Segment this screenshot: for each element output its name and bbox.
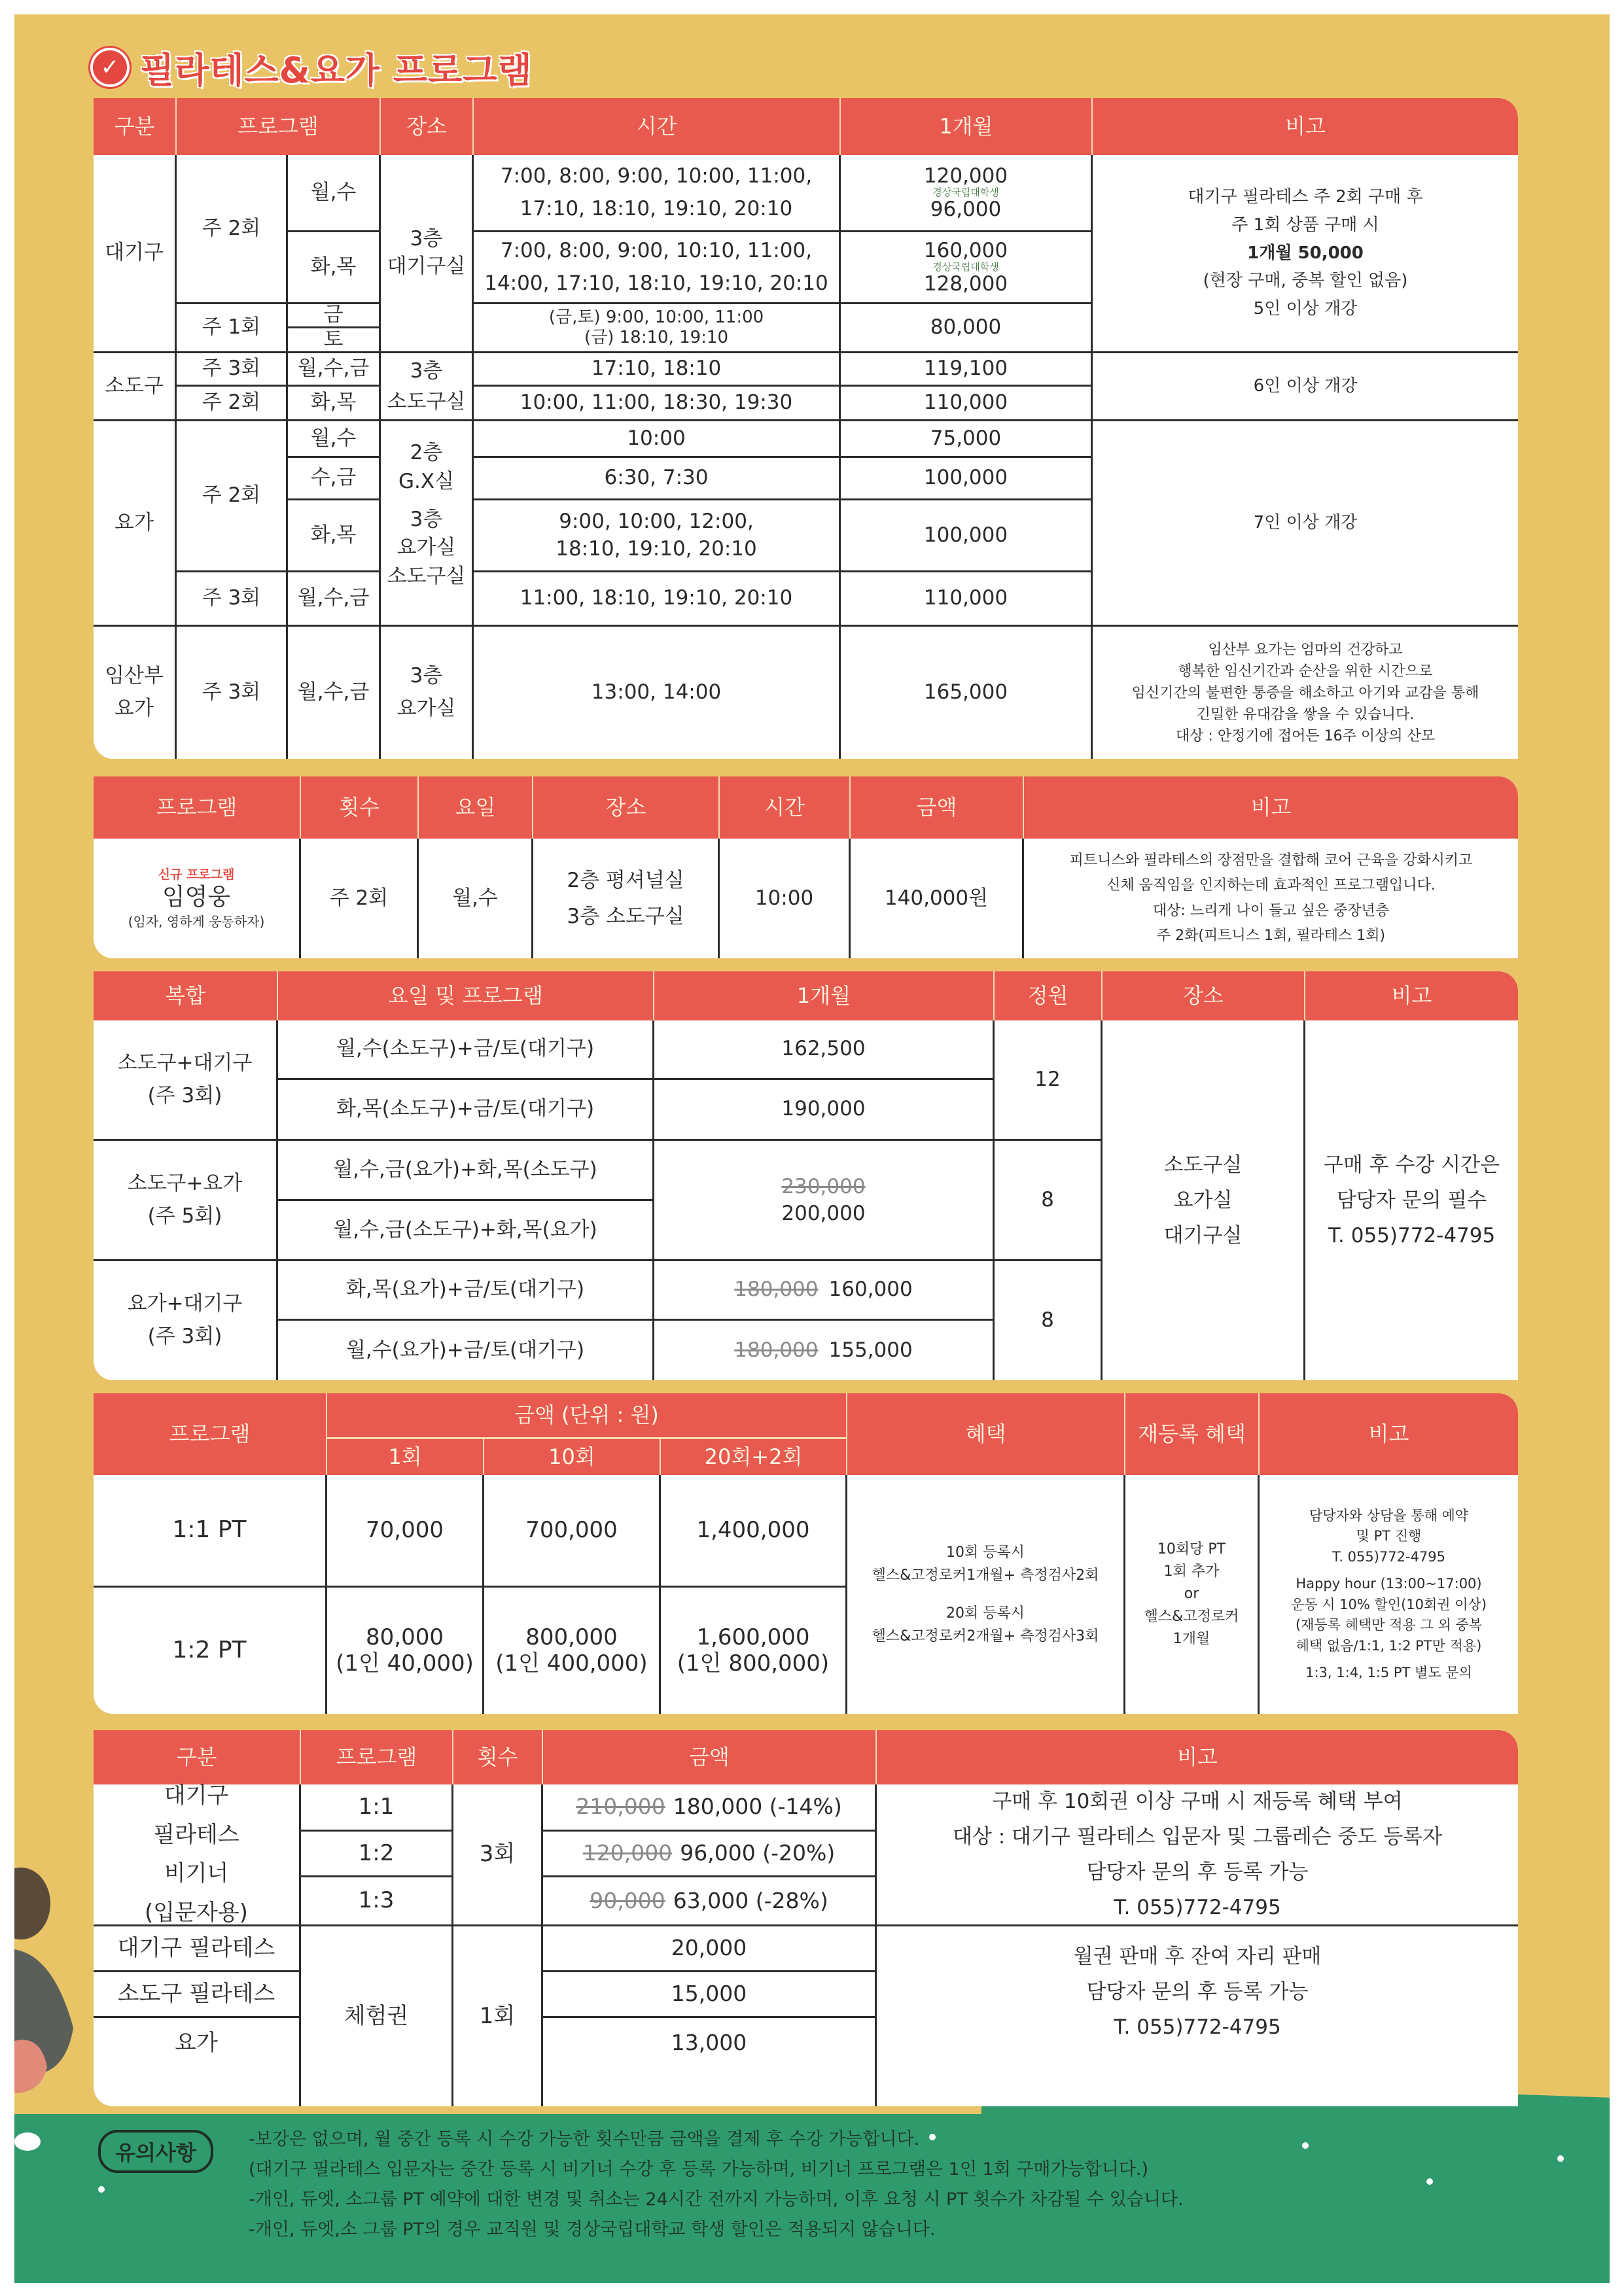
header-place: 장소 [533,776,720,839]
header-note: 비고 [877,1730,1518,1784]
note-prenatal [1093,627,1518,759]
header-monthly: 1개월 [654,971,995,1020]
notice-line: -개인, 듀엣, 소그룹 PT 예약에 대한 변경 및 취소는 24시간 전까지 가능하며, 이후 요청 시 PT 횟수가 차감될 수 있습니다. [249,2189,1184,2210]
time-yoga-3 [474,500,841,572]
page-title [90,44,533,90]
time-w1 [474,304,841,353]
combo-price: 190,000 [654,1080,995,1141]
place-line: 2층 평셔널실 [567,869,684,893]
header-note: 비고 [1260,1393,1518,1475]
note-line: 행복한 임신기간과 순산을 위한 시간으로 [1178,663,1433,680]
per-person: (1인 400,000) [495,1650,648,1677]
note-line: 담당자 문의 후 등록 가능 [1086,1860,1309,1884]
freq-w2: 주 2회 [177,387,288,421]
days-prenatal: 월,수,금 [288,627,381,759]
place-floor: 3층 [410,227,443,251]
freq-w3: 주 3회 [177,353,288,387]
header-combo: 복합 [94,971,278,1020]
header-time: 시간 [720,776,851,839]
header-capacity: 정원 [995,971,1103,1020]
combo-price: 162,500 [654,1020,995,1080]
name-line: (입문자용) [145,1899,248,1926]
note-line: 주 2화(피트니스 1회, 필라테스 1회) [1156,928,1386,944]
pt-price: 70,000 [327,1475,484,1588]
program-name-sub: (임자, 영하게 웅동하자) [128,914,265,930]
note-line: T. 055)772-4795 [1114,2015,1281,2040]
old-price: 210,000 [576,1794,665,1820]
old-price: 120,000 [582,1840,673,1866]
place-room: 요가실 [397,536,456,560]
combo-line: 요가+대기구 [127,1292,243,1316]
trial-name: 소도구 필라테스 [94,1972,301,2018]
combo-price [654,1261,995,1321]
header-place: 장소 [1103,971,1305,1020]
beginner-price [543,1784,877,1832]
days-tt: 화,목 [288,232,381,304]
notices-list [249,2125,1184,2245]
new-program-badge: 신규 프로그램 [158,867,235,882]
pt-price: 1,400,000 [661,1475,847,1588]
trial-name: 요가 [94,2018,301,2106]
program-name-cell [94,839,301,958]
note-line: 대상 : 대기구 필라테스 입문자 및 그룹레슨 중도 등록자 [952,1824,1443,1849]
price-value: 120,000 [923,164,1008,188]
price-value: 1,600,000 [696,1624,810,1651]
category-daegigu: 대기구 [94,155,177,353]
note-line: 긴밀한 유대감을 쌓을 수 있습니다. [1196,706,1415,723]
note-line: 임신기간의 불편한 통증을 해소하고 아기와 교감을 통해 [1131,684,1479,701]
days-mwf: 월,수,금 [288,572,381,627]
note-line: (재등록 혜택만 적용 그 외 중복 [1295,1617,1482,1633]
student-price: 128,000 [923,271,1008,296]
place-floor: 2층 [410,441,443,465]
beginner-price [543,1877,877,1926]
benefit-line: 헬스&고정로커2개월+ 측정검사3회 [872,1627,1099,1644]
rereg-line: 1개월 [1173,1630,1210,1647]
time-yoga-2: 6:30, 7:30 [474,458,841,500]
place-daegigu [381,155,474,353]
header-10x: 10회 [484,1439,661,1475]
price-value: 80,000 [366,1624,444,1651]
name-line: 비기너 [164,1860,229,1887]
trial-program: 체험권 [301,1926,453,2106]
category-prenatal [94,627,177,759]
sparkle-decoration [1302,2142,1309,2149]
beginner-trial-table [94,1730,1518,2106]
rereg-line: 헬스&고정로커 [1144,1608,1239,1625]
combo-line: (주 3회) [147,1083,222,1107]
days-mw: 월,수 [288,421,381,458]
place-prenatal [381,627,474,759]
benefit-line: 20회 등록시 [946,1605,1025,1622]
name-line: 대기구 [164,1783,229,1809]
combo-capacity: 8 [995,1141,1103,1261]
time-w3: 17:10, 18:10 [474,353,841,387]
price-value: 160,000 [828,1278,913,1302]
header-amount: 금액 (단위 : 원) [327,1393,847,1439]
days-w2: 화,목 [288,387,381,421]
days-fri-text: 금 [323,303,344,327]
note-line: 5인 이상 개강 [1253,299,1358,319]
note-line: (현장 구매, 중복 할인 없음) [1203,271,1408,291]
price-value: 96,000 (-20%) [680,1840,836,1866]
place-room: 대기구실 [387,254,466,278]
combo-name [94,1020,278,1141]
header-note: 비고 [1305,971,1518,1020]
pt-name: 1:2 PT [94,1588,327,1714]
beginner-program: 1:1 [301,1784,453,1832]
header-note: 비고 [1093,98,1518,155]
time-prenatal: 13:00, 14:00 [474,627,841,759]
combo-line: 소도구+요가 [127,1171,243,1195]
price-value: 200,000 [781,1201,866,1225]
pt-price [484,1588,661,1714]
price-prenatal: 165,000 [841,627,1093,759]
time-tt [474,232,841,304]
days-cell: 월,수 [419,839,533,958]
category-line: 요가 [115,697,154,720]
header-monthly: 1개월 [841,98,1093,155]
pt-name: 1:1 PT [94,1475,327,1588]
place-floor: 3층 [410,508,443,531]
time-line: 9:00, 10:00, 12:00, [559,509,754,533]
note-line: 대상 : 안정기에 접어든 16주 이상의 산모 [1175,727,1436,744]
old-price: 180,000 [734,1338,819,1362]
time-line: 14:00, 17:10, 18:10, 19:10, 20:10 [484,271,828,295]
old-price: 230,000 [781,1175,866,1199]
place-sodogu [381,353,474,421]
pt-price-table [94,1393,1518,1714]
pt-benefit [847,1475,1125,1714]
note-line: 및 PT 진행 [1356,1528,1422,1544]
price-w2: 110,000 [841,387,1093,421]
pt-rereg [1125,1475,1260,1714]
combo-capacity: 12 [995,1020,1103,1141]
place-room: 요가실 [397,697,456,720]
place-line: 요가실 [1173,1188,1233,1212]
per-person: (1인 800,000) [677,1650,830,1677]
combo-row: 월,수(요가)+금/토(대기구) [278,1321,654,1380]
price-cell: 140,000원 [851,839,1024,958]
header-price: 금액 [543,1730,877,1784]
place-room: 소도구실 [387,389,466,413]
notice-line: -보강은 없으며, 월 중간 등록 시 수강 가능한 횟수만큼 금액을 결제 후 수강 가능합니다. [249,2129,920,2149]
days-sat-text: 토 [323,327,344,351]
combo-row: 화,목(요가)+금/토(대기구) [278,1261,654,1321]
trial-price: 20,000 [543,1926,877,1972]
benefit-line: 10회 등록시 [946,1544,1025,1561]
note-line: 운동 시 10% 할인(10회권 이상) [1290,1596,1487,1612]
header-days-program: 요일 및 프로그램 [278,971,654,1020]
combo-price [654,1321,995,1380]
freq-prenatal: 주 3회 [177,627,288,759]
freq-w2: 주 2회 [177,421,288,572]
note-line: 담당자 문의 필수 [1336,1188,1487,1212]
trial-note [877,1926,1518,2057]
header-days: 요일 [419,776,533,839]
note-daegigu [1093,155,1518,353]
place-room: 소도구실 [387,564,466,588]
header-note: 비고 [1024,776,1518,839]
place-room: G.X실 [398,469,455,493]
price-yoga-3: 100,000 [841,500,1093,572]
note-line: 담당자 문의 후 등록 가능 [1086,1979,1309,2004]
pt-price: 700,000 [484,1475,661,1588]
header-category: 구분 [94,1730,301,1784]
sparkle-decoration [1426,2178,1433,2185]
count-cell: 주 2회 [301,839,419,958]
time-line: (금) 18:10, 19:10 [584,328,729,347]
program-schedule-table [94,98,1518,759]
combo-name [94,1141,278,1261]
notice-line: -개인, 듀엣,소 그룹 PT의 경우 교직원 및 경상국립대학교 학생 할인은 적용되지 않습니다. [249,2219,936,2240]
beginner-note [877,1784,1518,1926]
combo-row: 월,수,금(요가)+화,목(소도구) [278,1141,654,1201]
place-gx [381,421,474,500]
check-circle-icon: ✓ [90,48,130,87]
combo-program-table [94,971,1518,1380]
combo-name [94,1261,278,1380]
header-program: 프로그램 [301,1730,453,1784]
category-sodogu: 소도구 [94,353,177,421]
time-line: 18:10, 19:10, 20:10 [556,536,757,561]
note-line: 담당자와 상담을 통해 예약 [1309,1507,1469,1523]
old-price: 180,000 [734,1278,819,1302]
price-w3: 119,100 [841,353,1093,387]
per-person: (1인 40,000) [336,1650,474,1677]
price-value: 180,000 (-14%) [673,1794,842,1820]
days-mw: 월,수 [288,155,381,232]
header-program: 프로그램 [177,98,381,155]
note-line: T. 055)772-4795 [1114,1896,1281,1920]
note-line: 대기구 필라테스 주 2회 구매 후 [1188,186,1423,207]
header-price: 금액 [851,776,1024,839]
header-category: 구분 [94,98,177,155]
note-line: 주 1회 상품 구매 시 [1231,215,1379,235]
note-line: Happy hour (13:00~17:00) [1296,1576,1482,1592]
combo-place [1103,1020,1305,1380]
pt-price [661,1588,847,1714]
price-value: 63,000 (-28%) [673,1887,828,1913]
beginner-program: 1:3 [301,1877,453,1926]
time-yoga-4: 11:00, 18:10, 19:10, 20:10 [474,572,841,627]
notice-line: (대기구 필라테스 입문자는 중간 등록 시 비기너 수강 후 등록 가능하며, 비기너 프로그램은 1인 1회 구매가능합니다.) [249,2159,1149,2180]
header-time: 시간 [474,98,841,155]
time-line: 7:00, 8:00, 9:00, 10:00, 11:00, [500,164,813,188]
header-20x: 20회+2회 [661,1439,847,1475]
time-yoga-1: 10:00 [474,421,841,458]
rereg-line: or [1184,1586,1199,1603]
time-mw [474,155,841,232]
days-tt: 화,목 [288,500,381,572]
student-label: 경상국립대학생 [932,261,999,273]
beginner-count: 3회 [453,1784,543,1926]
title-text: 필라테스&요가 프로그램 [140,49,533,91]
header-rereg: 재등록 혜택 [1125,1393,1260,1475]
header-count: 횟수 [453,1730,543,1784]
note-sodogu: 6인 이상 개강 [1093,353,1518,421]
note-line: 구매 후 수강 시간은 [1323,1153,1500,1177]
pt-note [1260,1475,1518,1714]
rereg-line: 1회 추가 [1163,1563,1220,1580]
price-value: 160,000 [923,239,1008,263]
header-program: 프로그램 [94,776,301,839]
flower-decoration [14,2132,41,2151]
combo-row: 화,목(소도구)+금/토(대기구) [278,1080,654,1141]
price-value: 800,000 [525,1624,618,1651]
note-line: 임산부 요가는 엄마의 건강하고 [1208,641,1403,658]
header-program: 프로그램 [94,1393,327,1475]
combo-row: 월,수,금(소도구)+화,목(요가) [278,1201,654,1261]
days-w3: 월,수,금 [288,353,381,387]
program-name: 임영웅 [162,884,231,911]
place-yoga [381,500,474,627]
price-value: 155,000 [828,1338,913,1362]
trial-count: 1회 [453,1926,543,2106]
name-line: 필라테스 [153,1821,239,1848]
time-line: 17:10, 18:10, 19:10, 20:10 [520,196,793,220]
time-cell: 10:00 [720,839,851,958]
time-line: (금,토) 9:00, 10:00, 11:00 [548,307,764,327]
beginner-name [94,1784,301,1926]
time-line: 7:00, 8:00, 9:00, 10:10, 11:00, [500,238,813,262]
note-line: 구매 후 10회권 이상 구매 시 재등록 혜택 부여 [992,1789,1403,1813]
days-sat [288,328,381,353]
freq-w2: 주 2회 [177,155,288,304]
freq-w1: 주 1회 [177,304,288,353]
price-mw [841,155,1093,232]
place-cell [533,839,720,958]
trial-price: 15,000 [543,1972,877,2018]
price-yoga-4: 110,000 [841,572,1093,627]
header-place: 장소 [381,98,474,155]
note-line: 대상: 느리게 나이 들고 싶은 중장년층 [1152,902,1390,919]
notices-badge: 유의사항 [98,2130,213,2173]
note-cell [1024,839,1518,958]
combo-line: (주 5회) [147,1204,222,1228]
note-line: T. 055)772-4795 [1328,1224,1496,1248]
sparkle-decoration [1557,2155,1564,2162]
time-w2: 10:00, 11:00, 18:30, 19:30 [474,387,841,421]
person-illustration [14,1858,80,2132]
freq-w3: 주 3회 [177,572,288,627]
place-line: 3층 소도구실 [567,904,684,928]
note-line: 월권 판매 후 잔여 자리 판매 [1073,1944,1322,1968]
trial-name: 대기구 필라테스 [94,1926,301,1972]
header-count: 횟수 [301,776,419,839]
combo-note [1305,1020,1518,1380]
note-line: 혜택 없음/1:1, 1:2 PT만 적용) [1296,1637,1482,1654]
pt-price [327,1588,484,1714]
trial-price: 13,000 [543,2018,877,2106]
note-line: T. 055)772-4795 [1332,1548,1446,1565]
category-yoga: 요가 [94,421,177,627]
category-line: 임산부 [105,664,164,688]
student-price: 96,000 [930,197,1002,221]
new-program-table [94,776,1518,958]
days-fri [288,304,381,328]
price-yoga-2: 100,000 [841,458,1093,500]
combo-line: (주 3회) [147,1325,222,1348]
student-label: 경상국립대학생 [932,186,999,199]
combo-line: 소도구+대기구 [117,1051,253,1075]
price-tt [841,232,1093,304]
beginner-program: 1:2 [301,1832,453,1877]
place-floor: 3층 [410,664,443,688]
sparkle-decoration [98,2186,105,2193]
combo-price [654,1141,995,1261]
place-line: 소도구실 [1163,1153,1243,1177]
header-benefit: 혜택 [847,1393,1125,1475]
note-line: 신체 움직임을 인지하는데 효과적인 프로그램입니다. [1106,877,1436,894]
place-floor: 3층 [410,359,443,383]
note-yoga: 7인 이상 개강 [1093,421,1518,627]
combo-capacity: 8 [995,1261,1103,1380]
benefit-line: 헬스&고정로커1개월+ 측정검사2회 [872,1567,1099,1584]
note-line: 1:3, 1:4, 1:5 PT 별도 문의 [1305,1665,1472,1680]
note-line: 피트니스와 필라테스의 장점만을 결합해 코어 근육을 강화시키고 [1069,852,1473,869]
rereg-line: 10회당 PT [1157,1541,1226,1558]
days-wf: 수,금 [288,458,381,500]
note-line: 1개월 50,000 [1247,243,1364,263]
price-w1: 80,000 [841,304,1093,353]
header-1x: 1회 [327,1439,484,1475]
price-yoga-1: 75,000 [841,421,1093,458]
place-line: 대기구실 [1163,1224,1243,1248]
combo-row: 월,수(소도구)+금/토(대기구) [278,1020,654,1080]
old-price: 90,000 [590,1887,665,1913]
beginner-price [543,1832,877,1877]
